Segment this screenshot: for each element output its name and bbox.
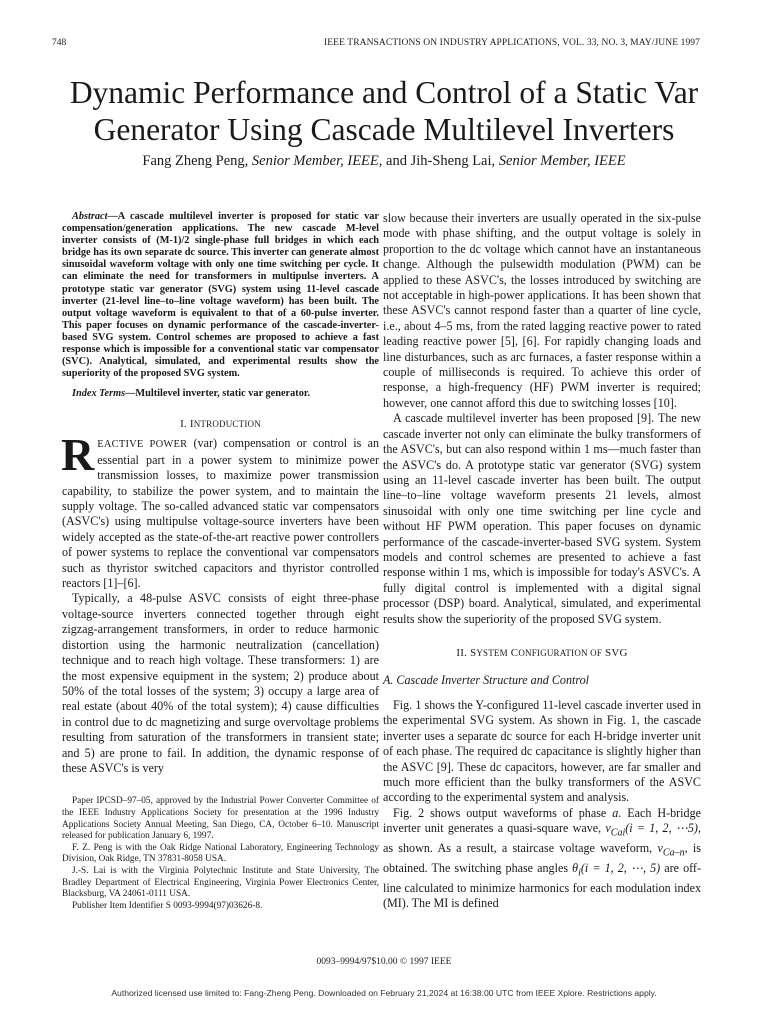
abstract: [62, 211, 379, 380]
footnote-author-1: F. Z. Peng is with the Oak Ridge National Laboratory, Engineering Technology Division, Oak Ridge, TN 37831-8058 USA.: [62, 842, 379, 865]
section2-paragraph-2: [383, 806, 701, 912]
page-number: 748: [52, 38, 67, 48]
right-column: [383, 211, 701, 911]
theta-subscript: i: [578, 867, 581, 879]
vcan-subscript: Ca–n: [662, 847, 685, 859]
section2-paragraph-1: Fig. 1 shows the Y-configured 11-level cascade inverter used in the experimental SVG system. As shown in Fig. 1, the cascade inverter uses a separate dc source for each H-bridge inverter unit of each phase. The required dc capacitance is slightly higher than the ASVC [9]. These dc capacitors, however, are far smaller and much more efficient than the bulky transformers of the ASVC according to the experimental system and analysis.: [383, 697, 701, 805]
p2-text-d: , is obtained. The switching phase angles: [383, 841, 701, 875]
drop-cap: R: [61, 429, 95, 481]
vcai-base: v: [605, 821, 611, 836]
author-line: [40, 153, 728, 170]
right-paragraph-1: slow because their inverters are usually operated in the six-pulse mode with phase shifting, and the output voltage is solely in proportion to the dc voltage which cannot have an instantaneous change. Although the pulsewidth modulation (PWM) can be applied to these ASVC's, the losses introduced by switching are not acceptable in high-power applications. It has been shown that these ASVC's cannot respond faster than a quarter of line cycle, i.e., about 4–5 ms, from the rated lagging reactive power to rated leading reactive power [5], [6]. For rapidly changing loads and line disturbances, such as arc furnaces, a faster response within a couple of milliseconds is required. To achieve this order of response, a high-frequency (HF) PWM inverter is required; however, one cannot afford this due to switching losses [10].: [383, 211, 701, 410]
author-2-role: Senior Member, IEEE: [498, 153, 626, 169]
author-1-role: Senior Member, IEEE,: [251, 153, 383, 169]
section-2-initial-s: S: [469, 646, 477, 659]
vcai-subscript: Cai: [610, 827, 626, 839]
section-initial: I: [189, 418, 194, 431]
author-1-name: Fang Zheng Peng,: [142, 153, 249, 169]
p2-text-b: . Each H-bridge inverter unit generates a quasi-square wave,: [383, 805, 701, 836]
p2-text-a: Fig. 2 shows output waveforms of phase: [393, 805, 613, 820]
abstract-label: Abstract: [72, 211, 108, 222]
p2-text-c: , as shown. As a result, a staircase voltage waveform,: [383, 821, 701, 856]
author-2-name: Jih-Sheng Lai,: [410, 153, 496, 169]
section-2-word1: YSTEM: [476, 647, 508, 658]
intro-paragraph-1: [61, 429, 379, 591]
theta-base: θ: [572, 860, 579, 875]
index-range-1: (i = 1, 2, ⋯5): [625, 821, 698, 836]
intro-lead-caps: EACTIVE POWER: [97, 439, 188, 451]
footnote-author-2: J.-S. Lai is with the Virginia Polytechnic Institute and State University, The Bradley Department of Electrical Engineering, Virginia Power Electronics Center, Blacksburg, VA 24061-0111 USA.: [62, 865, 379, 900]
abstract-text: —A cascade multilevel inverter is proposed for static var compensation/generation applications. The new cascade M-level inverter consists of (M-1)/2 single-phase full bridges in which each bridge has its own separate dc source. This inverter can generate almost sinusoidal waveform voltage with only one time switching per cycle. It can eliminate the need for transformers in multipulse inverters. A prototype static var generator (SVG) system using 11-level cascade inverter (21-level line–to–line voltage waveform) has been built. The output voltage waveform is equivalent to that of a 60-pulse inverter. This paper focuses on dynamic performance of the cascade-inverter-based SVG system. Control schemes are proposed to achieve a fast response which is impossible for a conventional static var compensator (SVC). Analytical, simulated, and experimental results show the superiority of the proposed SVG system.: [62, 211, 379, 380]
intro-paragraph-2: Typically, a 48-pulse ASVC consists of eight three-phase voltage-source inverters connected together through eight zigzag-arrangement transformers, in order to reduce harmonic distortion using the harmonic neutralization (cancellation) technique and to reach high voltage. These transformers: 1) are the most expensive equipment in the system; 2) produce about 50% of the total losses of the system; 3) occupy a large area of real estate (about 40% of the total system); 4) cause difficulties in control due to dc magnetizing and surge overvoltage problems resulting from saturation of the transformers in transient state; and 5) are prone to fail. In addition, the dynamic response of these ASVC's is very: [62, 591, 379, 775]
author-conjunction: and: [386, 153, 407, 169]
vcan-symbol: [657, 841, 685, 859]
section-2-number: II.: [456, 646, 468, 659]
title-line-2: Generator Using Cascade Multilevel Inverters: [93, 112, 675, 147]
vcai-symbol: [605, 821, 626, 839]
section-2-last: SVG: [605, 646, 628, 659]
index-terms-text: —Multilevel inverter, static var generator.: [125, 388, 311, 400]
section-heading-introduction: [62, 418, 379, 430]
section-number: I.: [180, 418, 187, 431]
title-line-1: Dynamic Performance and Control of a Static Var: [69, 75, 699, 110]
footnote-paper-info: Paper IPCSD–97–05, approved by the Industrial Power Converter Committee of the IEEE Industry Applications Society for presentation at the 1996 Industry Applications Society Annual Meeting, San Diego, CA, October 6–10. Manuscript released for publication January 6, 1997.: [62, 796, 379, 842]
subsection-heading-a: A. Cascade Inverter Structure and Control: [383, 672, 590, 687]
index-terms-label: Index Terms: [72, 388, 126, 400]
phase-symbol: a: [612, 805, 619, 820]
theta-symbol: [572, 860, 581, 879]
section-2-initial-c: C: [510, 646, 519, 659]
footnotes: [62, 796, 379, 912]
authorized-use-notice: Authorized licensed use limited to: Fang-Zheng Peng. Downloaded on February 21,2024 at 16:38:00 UTC from IEEE Xplore. Restrictions apply.: [111, 988, 657, 998]
index-range-2: (i = 1, 2, ⋯, 5): [580, 860, 661, 875]
index-terms: [62, 388, 379, 400]
right-paragraph-2: A cascade multilevel inverter has been proposed [9]. The new cascade inverter not only can eliminate the bulky transformers of the ASVC's, but can also respond within 1 ms—much faster than the ASVC's do. A prototype static var generator (SVG) system using an 11-level cascade inverter has been built. The output line–to–line voltage waveform presents 21 levels, almost sinusoidal with only one time switching per line cycle and without HF PWM operation. This paper focuses on dynamic performance of the cascade-inverter-based SVG system. System models and control schemes are presented to achieve a fast response within 1 ms, which is impossible for today's ASVC's. A fully digital control is implemented with a digital signal processor (DSP) board. Analytical, simulated, and experimental results show the superiority of the proposed SVG system.: [383, 411, 701, 626]
section-2-word2: ONFIGURATION OF: [518, 647, 603, 658]
section-title-rest: NTRODUCTION: [193, 419, 261, 430]
vcan-base: v: [657, 841, 663, 856]
journal-header: IEEE TRANSACTIONS ON INDUSTRY APPLICATIONS, VOL. 33, NO. 3, MAY/JUNE 1997: [324, 38, 700, 48]
left-column: [62, 211, 379, 912]
section-heading-system-configuration: [383, 647, 701, 659]
p2-text-e: are off-line calculated to minimize harmonics for each modulation index (MI). The MI is defined: [383, 860, 701, 911]
copyright-line: 0093–9994/97$10.00 © 1997 IEEE: [316, 957, 452, 967]
intro-paragraph-1-text: (var) compensation or control is an essential part in a power system to minimize power transmission losses, to maximize power transmission capability, to stabilize the power system, and to maintain the supply voltage. The so-called advanced static var compensators (ASVC's) using multipulse voltage-source inverters have been widely accepted as the state-of-the-art reactive power controllers of power systems to replace the conventional var compensators such as thyristor switched capacitors and thyristor controlled reactors [1]–[6].: [62, 436, 379, 591]
footnote-publisher-id: Publisher Item Identifier S 0093-9994(97)03626-8.: [72, 900, 263, 911]
paper-title: [40, 74, 728, 148]
